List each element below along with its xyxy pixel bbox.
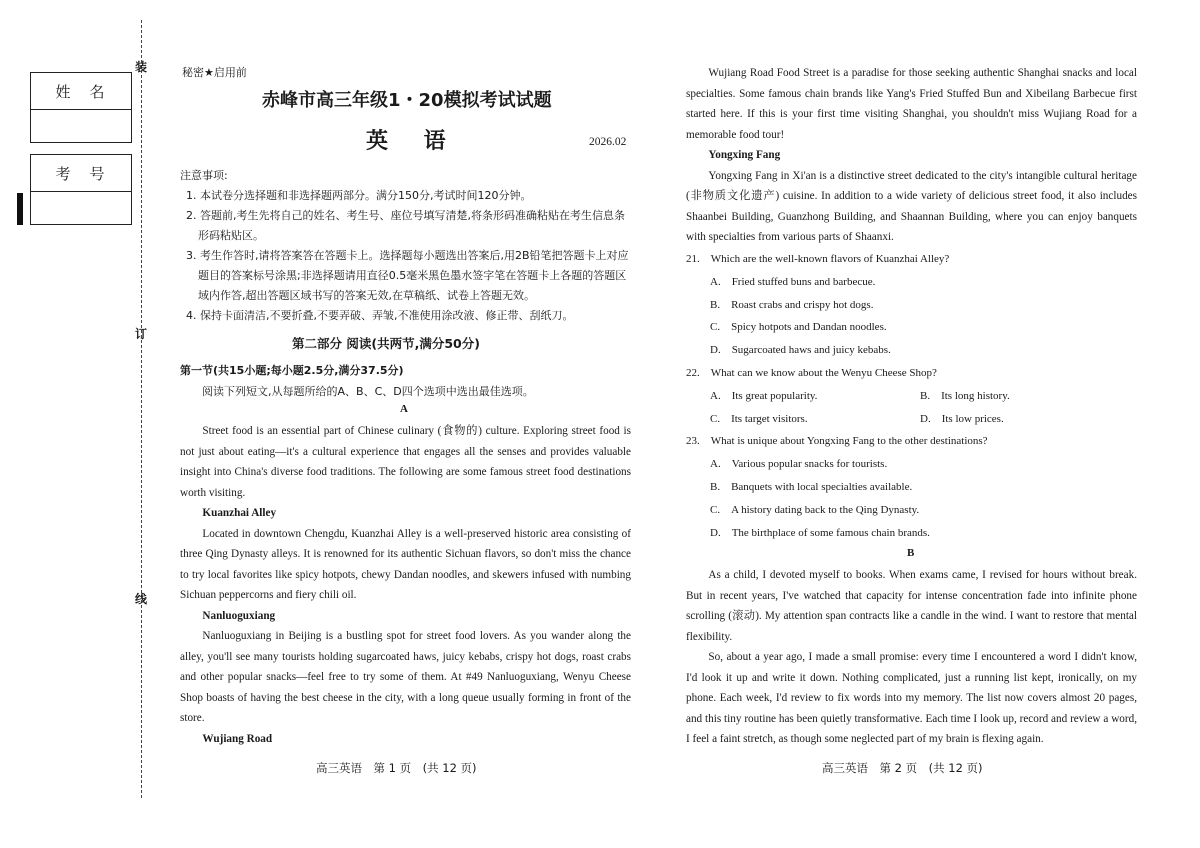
name-field [31, 110, 131, 142]
secret-label: 秘密★启用前 [182, 66, 247, 79]
option: B. Its long history. [920, 389, 1010, 402]
note-item: 1. 本试卷分选择题和非选择题两部分。满分150分,考试时间120分钟。 [186, 189, 532, 202]
binding-char-ding: 订 [135, 327, 148, 341]
option: A. Various popular snacks for tourists. [710, 458, 888, 471]
option: D. The birthplace of some famous chain brands. [710, 526, 930, 539]
section-title: 第一节(共15小题;每小题2.5分,满分37.5分) [180, 364, 404, 377]
exam-number-field [31, 192, 131, 224]
option: B. Banquets with local specialties available. [710, 480, 913, 493]
option: C. A history dating back to the Qing Dynasty. [710, 503, 920, 516]
subject-title: 英 语 [366, 129, 460, 154]
note-item: 3. 考生作答时,请将答案答在答题卡上。选择题每小题选出答案后,用2B铅笔把答题卡上对应题目的答案标号涂黑;非选择题请用直径0.5毫米黑色墨水签字笔在答题卡上各题的答题区域内作答,超出答题区域书写的答案无效,在草稿纸、试卷上答题无效。 [186, 249, 629, 302]
notes-title: 注意事项: [180, 169, 228, 182]
binding-char-xian: 线 [135, 592, 148, 606]
binding-char-zhuang: 装 [135, 60, 148, 74]
paragraph-yongxing: Yongxing Fang in Xi'an is a distinctive street dedicated to the city's intangible cultural heritage (非物质文化遗产) cuisine. In addition to a wide variety of delicious street food, it also includes Shaanbei Building, Guanzhong Building, and Shaannan Building, where you can enjoy banquets with specialties from various parts of Shaanxi. [686, 169, 1137, 243]
paragraph-nanluoguxiang: Nanluoguxiang in Beijing is a bustling spot for street food lovers. As you wander along the alley, you'll see many tourists holding sugarcoated haws, juicy kebabs, crispy hot dogs, roast crabs and other popular snacks—feel free to try some of them. At #49 Nanluoguxiang, Wenyu Cheese Shop boasts of having the best cheese in the city, with a long queue usually forming in front of the store. [180, 630, 631, 724]
exam-number-label: 考 号 [31, 155, 131, 192]
questions-block [686, 248, 1137, 544]
option: C. Its target visitors. [710, 412, 808, 425]
page2-footer: 高三英语 第 2 页 (共 12 页) [822, 761, 983, 775]
passage-a-label: A [400, 403, 408, 415]
heading-kuanzhai: Kuanzhai Alley [202, 507, 277, 519]
exam-number-box [30, 154, 132, 225]
instruction: 阅读下列短文,从每题所给的A、B、C、D四个选项中选出最佳选项。 [202, 385, 534, 398]
option-row [686, 385, 1137, 408]
passage-b-body [686, 565, 1137, 750]
option: B. Roast crabs and crispy hot dogs. [710, 298, 874, 311]
option-row [686, 408, 1137, 431]
passage-b-label: B [907, 547, 915, 559]
question-22: 22. What can we know about the Wenyu Cheese Shop? [686, 366, 937, 379]
option: A. Fried stuffed buns and barbecue. [710, 275, 876, 288]
page1-footer: 高三英语 第 1 页 (共 12 页) [316, 761, 477, 775]
option: C. Spicy hotpots and Dandan noodles. [710, 321, 887, 334]
note-item: 4. 保持卡面清洁,不要折叠,不要弄破、弄皱,不准使用涂改液、修正带、刮纸刀。 [186, 309, 574, 322]
alignment-mark [17, 193, 23, 225]
passage-a-body [180, 421, 631, 749]
intro-paragraph: Street food is an essential part of Chinese culinary (食物的) culture. Exploring street food is not just about eating—it's a cultural experience that engages all the senses and provides valuable insight into China's diverse food traditions. The following are some famous street food destinations worth visiting. [180, 425, 631, 499]
notes-block [180, 166, 631, 326]
note-item: 2. 答题前,考生先将自己的姓名、考生号、座位号填写清楚,将条形码准确粘贴在考生信息条形码粘贴区。 [186, 209, 625, 242]
heading-nanluoguxiang: Nanluoguxiang [202, 609, 276, 622]
paragraph-wujiang: Wujiang Road Food Street is a paradise for those seeking authentic Shanghai snacks and local specialties. Some famous chain brands like Yang's Fried Stuffed Bun and Xibeilang Barbecue first started here. If this is your first time visiting Shanghai, you shouldn't miss Wujiang Road for a memorable food tour! [686, 67, 1137, 141]
heading-wujiang: Wujiang Road [202, 732, 273, 745]
page2-top-text [686, 63, 1137, 248]
binding-dashed-line [141, 20, 142, 798]
heading-yongxing: Yongxing Fang [708, 149, 781, 161]
part-title: 第二部分 阅读(共两节,满分50分) [292, 336, 480, 351]
exam-date: 2026.02 [589, 136, 627, 148]
option: D. Its low prices. [920, 412, 1004, 425]
paragraph-b2: So, about a year ago, I made a small promise: every time I encountered a word I didn't know, I'd look it up and write it down. Nothing complicated, just a running list kept, ironically, on my phone. Each week, I'd review to fix words into my memory. The list now covers almost 20 pages, and this tiny routine has been quietly transformative. Each time I look up, record and review a word, I feel a faint stretch, as though some neglected part of my brain is flexing again. [686, 651, 1137, 745]
option: D. Sugarcoated haws and juicy kebabs. [710, 344, 891, 357]
question-23: 23. What is unique about Yongxing Fang to the other destinations? [686, 435, 988, 448]
option: A. Its great popularity. [710, 389, 818, 402]
question-21: 21. Which are the well-known flavors of Kuanzhai Alley? [686, 253, 950, 265]
name-box [30, 72, 132, 143]
name-label: 姓 名 [31, 73, 131, 110]
paragraph-b1: As a child, I devoted myself to books. When exams came, I revised for hours without break. But in recent years, I've watched that capacity for intense concentration fade into infinite phone scrolling (滚动). My attention span contracts like a candle in the wind. I want to restore that mental flexibility. [686, 569, 1137, 643]
exam-title: 赤峰市高三年级1・20模拟考试试题 [262, 90, 552, 111]
paragraph-kuanzhai: Located in downtown Chengdu, Kuanzhai Alley is a well-preserved historic area consisting of three Qing Dynasty alleys. It is renowned for its authentic Sichuan flavors, so don't miss the chance to try local favorites like spicy hotpots, chewy Dandan noodles, and skewers infused with numbing Sichuan peppercorns and fiery chili oil. [180, 527, 631, 601]
